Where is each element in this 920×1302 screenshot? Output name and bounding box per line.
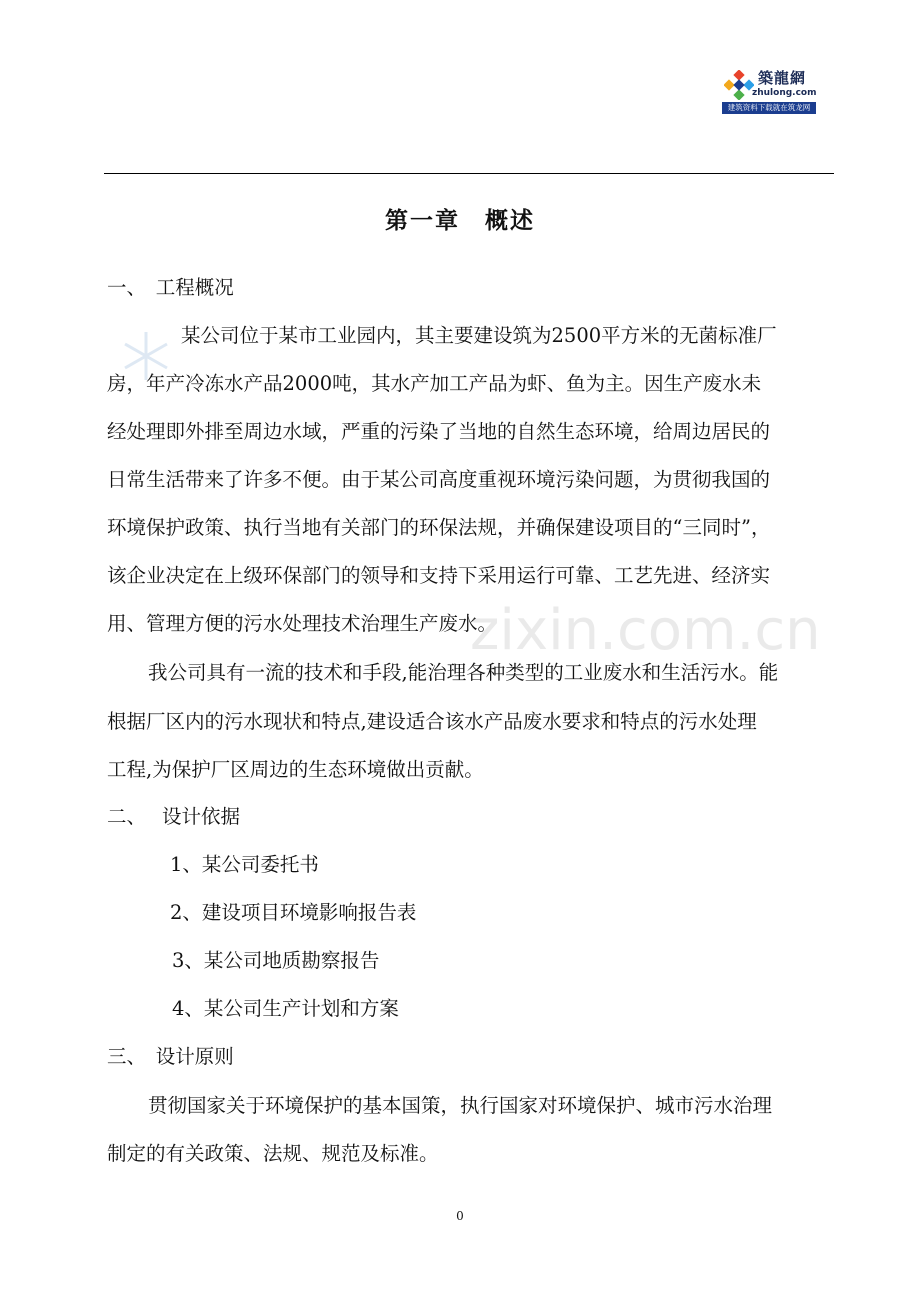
section1-para1-line: 经处理即外排至周边水域，严重的污染了当地的自然生态环境，给周边居民的 [107,420,771,443]
section3-para-line: 贯彻国家关于环境保护的基本国策，执行国家对环境保护、城市污水治理 [148,1094,773,1117]
logo-emblem-icon [724,70,754,100]
logo-domain: zhulong.com [752,88,817,98]
section1-para1-line: 环境保护政策、执行当地有关部门的环保法规，并确保建设项目的“三同时”， [107,516,771,539]
design-basis-item: 2、建设项目环境影响报告表 [170,901,417,924]
design-basis-item: 3、某公司地质勘察报告 [172,949,380,972]
zhulong-logo [722,66,816,114]
section1-para2-line: 我公司具有一流的技术和手段,能治理各种类型的工业废水和生活污水。能 [148,661,779,684]
section1-para2-line: 根据厂区内的污水现状和特点,建设适合该水产品废水要求和特点的污水处理 [107,710,757,733]
chapter-title: 第一章 概述 [385,208,535,234]
logo-name: 築龍網 [758,69,807,87]
section1-para1-line: 房，年产冷冻水产品2000吨，其水产加工产品为虾、鱼为主。因生产废水未 [107,372,762,395]
design-basis-item: 1、某公司委托书 [170,853,319,876]
section1-para1-line: 某公司位于某市工业园内，其主要建设筑为2500平方米的无菌标准厂 [181,324,777,347]
section1-para2-line: 工程,为保护厂区周边的生态环境做出贡献。 [107,758,484,781]
section2-heading: 二、 设计依据 [107,805,240,828]
section1-para1-line: 该企业决定在上级环保部门的领导和支持下采用运行可靠、工艺先进、经济实 [107,564,771,587]
section1-para1-line: 日常生活带来了许多不便。由于某公司高度重视环境污染问题，为贯彻我国的 [107,468,771,491]
logo-tagline: 建筑资料下载就在筑龙网 [722,102,816,114]
section3-para-line: 制定的有关政策、法规、规范及标准。 [107,1142,439,1165]
site-watermark: zixin.com.cn [470,598,821,663]
header-rule [104,173,834,174]
section3-heading: 三、 设计原则 [107,1045,234,1068]
section1-heading: 一、 工程概况 [107,276,234,299]
design-basis-item: 4、某公司生产计划和方案 [172,997,399,1020]
section1-para1-line: 用、管理方便的污水处理技术治理生产废水。 [107,612,498,635]
page-number: 0 [456,1209,464,1223]
